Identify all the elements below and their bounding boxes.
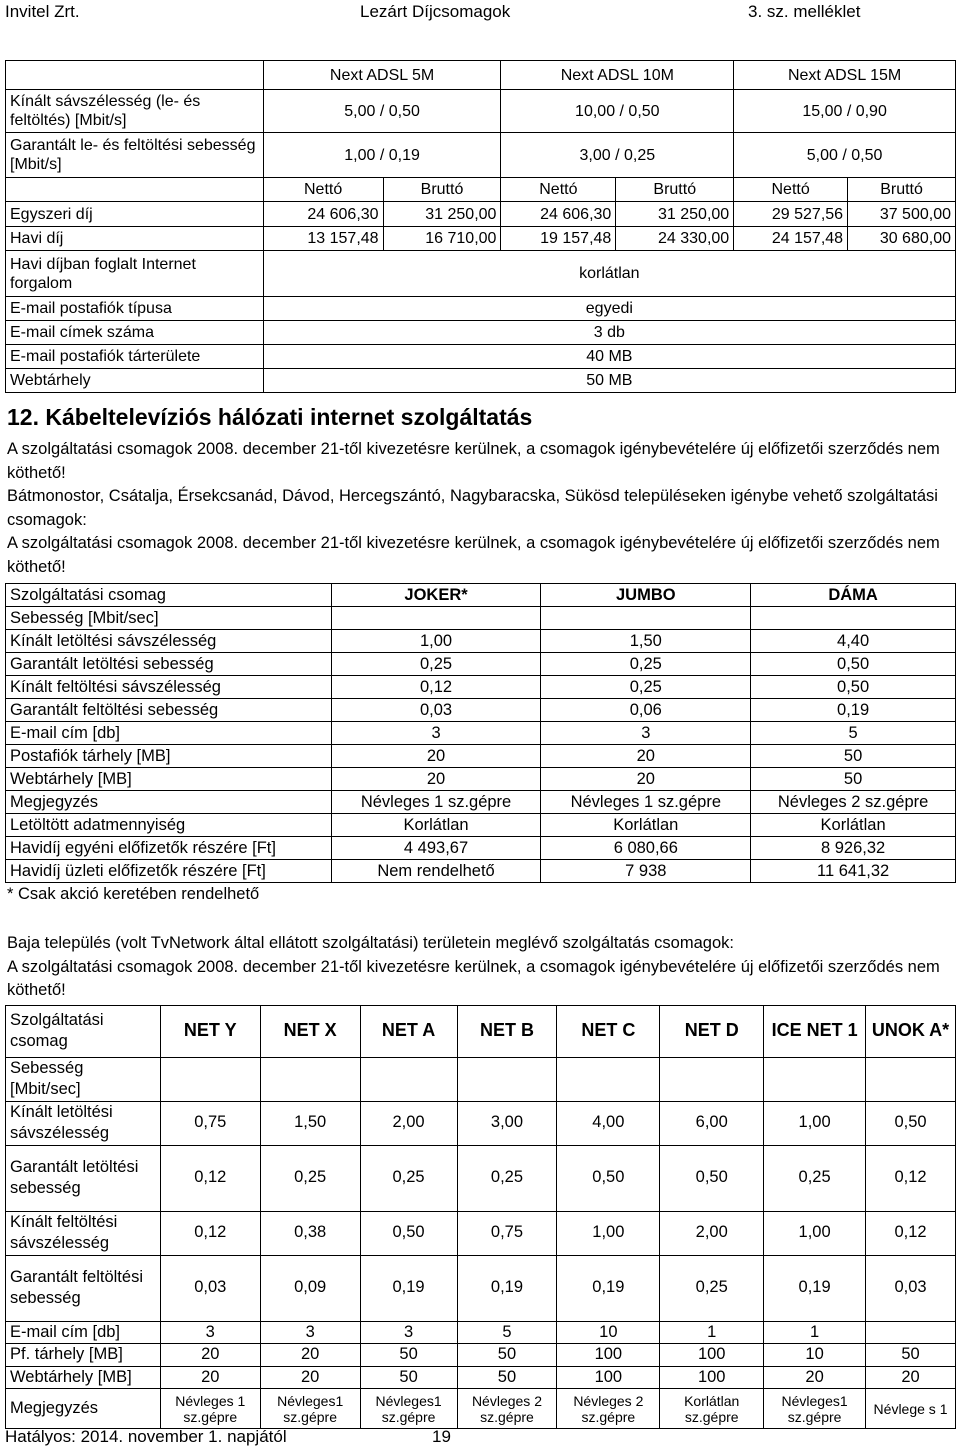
table-cell: Névleges 2 sz.gépre [457,1389,557,1429]
baja-packages-table [5,1005,956,1430]
table-cell: 20 [160,1366,260,1389]
row-label: Garantált letöltési sebesség [6,653,332,676]
table-cell [764,1057,866,1101]
notice-paragraph: A szolgáltatási csomagok 2008. december 21-től kivezetésre kerülnek, a csomagok igénybevételére új előfizetői szerződés nem köthető! [7,957,940,999]
table-cell [866,1321,956,1344]
row-label: E-mail cím [db] [6,1321,161,1344]
table-row: Havi díj 13 157,48 16 710,00 19 157,48 24 330,00 24 157,48 30 680,00 [6,227,956,251]
table-cell: 8 926,32 [751,837,956,860]
table-cell: 50 [751,768,956,791]
table-cell: 0,09 [260,1255,360,1321]
table-cell [331,607,541,630]
table-cell: 0,50 [866,1101,956,1145]
row-label: Webtárhely [6,369,264,393]
table-cell: 1,50 [260,1101,360,1145]
table-cell: 50 [457,1344,557,1367]
table-row [6,1321,956,1344]
table-cell: 20 [764,1366,866,1389]
table-cell: Névleges 1 sz.gépre [541,791,751,814]
table-cell: Korlátlan [541,814,751,837]
table-cell: 0,19 [764,1255,866,1321]
table-row [6,860,956,883]
table-row [6,768,956,791]
table-cell: 20 [331,768,541,791]
table-row [6,837,956,860]
table-cell [541,607,751,630]
table-cell [557,1057,660,1101]
table-row [6,1255,956,1321]
table-cell: 6,00 [660,1101,764,1145]
table-cell: Névleges1 sz.gépre [764,1389,866,1429]
table-cell: 0,12 [866,1211,956,1255]
notice-paragraph: A szolgáltatási csomagok 2008. december 21-től kivezetésre kerülnek, a csomagok igénybevételére új előfizetői szerződés nem köthető! [7,534,940,576]
table-cell: 7 938 [541,860,751,883]
row-label: Webtárhely [MB] [6,768,332,791]
row-label: Garantált feltöltési sebesség [6,1255,161,1321]
row-label: Garantált feltöltési sebesség [6,699,332,722]
notice-paragraph: A szolgáltatási csomagok 2008. december 21-től kivezetésre kerülnek, a csomagok igénybevételére új előfizetői szerződés nem köthető! [7,440,940,482]
table-cell: 20 [541,768,751,791]
table-cell: 3 [360,1321,457,1344]
row-label: Kínált letöltési sávszélesség [6,1101,161,1145]
adsl-table [5,60,956,393]
section-title: 12. Kábeltelevíziós hálózati internet szolgáltatás [7,404,533,430]
row-label: Sebesség [Mbit/sec] [6,1057,161,1101]
row-label: Havidíj egyéni előfizetők részére [Ft] [6,837,332,860]
row-label: Pf. tárhely [MB] [6,1344,161,1367]
table-cell: Névlege s 1 [866,1389,956,1429]
table-cell: Névleges1 sz.gépre [360,1389,457,1429]
table-cell: 0,25 [260,1145,360,1211]
table-row: Garantált le- és feltöltési sebesség [Mbit/s] 1,00 / 0,19 3,00 / 0,25 5,00 / 0,50 [6,133,956,178]
table-cell: 11 641,32 [751,860,956,883]
table-cell: 5 [751,722,956,745]
header-company: Invitel Zrt. [5,2,80,21]
table-cell [457,1057,557,1101]
table-cell: 0,03 [866,1255,956,1321]
table-header-row: Szolgáltatási csomag NET Y NET X NET A NET B NET C NET D ICE NET 1 UNOK A* [6,1005,956,1057]
table-header-row: Szolgáltatási csomag JOKER* JUMBO DÁMA [6,584,956,607]
table-cell: 3 [541,722,751,745]
row-label: E-mail postafiók típusa [6,297,264,321]
table-row [6,814,956,837]
table-cell: 4 493,67 [331,837,541,860]
table-cell [660,1057,764,1101]
table-row [6,791,956,814]
row-label: Webtárhely [MB] [6,1366,161,1389]
table-cell: 0,50 [557,1145,660,1211]
row-label: Kínált feltöltési sávszélesség [6,1211,161,1255]
table-cell: 0,50 [751,676,956,699]
plan-header: Next ADSL 5M [263,61,501,90]
table-cell: 100 [557,1366,660,1389]
table-cell: 20 [260,1344,360,1367]
row-label: Kínált feltöltési sávszélesség [6,676,332,699]
row-label: Postafiók tárhely [MB] [6,745,332,768]
table-cell: 3,00 [457,1101,557,1145]
plan-header: Next ADSL 15M [734,61,956,90]
table-cell: Nem rendelhető [331,860,541,883]
row-label: Havidíj üzleti előfizetők részére [Ft] [6,860,332,883]
row-label: Garantált letöltési sebesség [6,1145,161,1211]
table-cell: 50 [360,1366,457,1389]
table-cell: 0,25 [660,1255,764,1321]
table-row [6,1211,956,1255]
table-cell: 20 [866,1366,956,1389]
table-cell: 0,12 [866,1145,956,1211]
table-row [6,1366,956,1389]
table-cell: 0,25 [541,653,751,676]
table-row [6,699,956,722]
table-row [6,1145,956,1211]
table-cell: 4,00 [557,1101,660,1145]
table-row [6,607,956,630]
table-row [6,722,956,745]
table-cell: 1,00 [331,630,541,653]
table-row [6,61,956,90]
table-row: E-mail postafiók tárterülete 40 MB [6,345,956,369]
table-cell: 0,75 [457,1211,557,1255]
table-cell: Korlátlan sz.gépre [660,1389,764,1429]
table-cell: 0,38 [260,1211,360,1255]
row-label: Havi díjban foglalt Internet forgalom [6,251,264,297]
table-row: Nettó Bruttó Nettó Bruttó Nettó Bruttó [6,178,956,202]
table-cell: 1,00 [764,1211,866,1255]
table-cell: 0,03 [331,699,541,722]
footnote: * Csak akció keretében rendelhető [7,885,260,903]
page-number: 19 [432,1427,451,1446]
row-label: E-mail cím [db] [6,722,332,745]
table-row [6,1344,956,1367]
table-cell: Korlátlan [751,814,956,837]
table-cell: Névleges 2 sz.gépre [557,1389,660,1429]
table-cell: 4,40 [751,630,956,653]
table-row [6,1389,956,1429]
row-label: Egyszeri díj [6,202,264,227]
table-cell: 0,19 [360,1255,457,1321]
table-cell: 10 [557,1321,660,1344]
table-cell: 1 [764,1321,866,1344]
table-cell: 0,19 [751,699,956,722]
table-cell: 0,19 [557,1255,660,1321]
table-cell: 10 [764,1344,866,1367]
table-cell: 100 [557,1344,660,1367]
row-label: Letöltött adatmennyiség [6,814,332,837]
table-row: Havi díjban foglalt Internet forgalom korlátlan [6,251,956,297]
table-row [6,653,956,676]
towns-paragraph: Bátmonostor, Csátalja, Érsekcsanád, Dávod, Hercegszántó, Nagybaracska, Sükösd településeken igénybe vehető szolgáltatási csomagok: [7,487,938,529]
table-cell: 0,25 [764,1145,866,1211]
table-cell: 0,12 [160,1211,260,1255]
table-cell: 20 [541,745,751,768]
table-cell: 6 080,66 [541,837,751,860]
row-label: E-mail postafiók tárterülete [6,345,264,369]
table-cell: 2,00 [360,1101,457,1145]
table-cell: Névleges 1 sz.gépre [331,791,541,814]
table-cell: 50 [751,745,956,768]
table-cell: 0,12 [331,676,541,699]
baja-intro: Baja település (volt TvNetwork által ellátott szolgáltatási) területein meglévő szolgáltatás csomagok: [7,934,734,952]
table-cell: 3 [260,1321,360,1344]
table-cell: 0,25 [541,676,751,699]
table-cell: 0,50 [751,653,956,676]
table-row [6,1101,956,1145]
row-label: Kínált letöltési sávszélesség [6,630,332,653]
table-cell: 3 [331,722,541,745]
table-cell: 0,25 [360,1145,457,1211]
table-cell: 0,06 [541,699,751,722]
table-cell: 100 [660,1344,764,1367]
table-cell: 0,50 [660,1145,764,1211]
row-label: Havi díj [6,227,264,251]
table-cell [751,607,956,630]
table-row [6,676,956,699]
table-row [6,745,956,768]
row-label: Garantált le- és feltöltési sebesség [Mbit/s] [6,133,264,178]
table-cell: 0,25 [331,653,541,676]
row-label: Sebesség [Mbit/sec] [6,607,332,630]
table-cell: 20 [260,1366,360,1389]
table-cell: 1,00 [557,1211,660,1255]
table-cell: 50 [360,1344,457,1367]
footer-validity: Hatályos: 2014. november 1. napjától [5,1427,287,1446]
table-cell: 5 [457,1321,557,1344]
table-cell: 1,50 [541,630,751,653]
table-row: Kínált sávszélesség (le- és feltöltés) [Mbit/s] 5,00 / 0,50 10,00 / 0,50 15,00 / 0,90 [6,90,956,133]
table-cell: 0,12 [160,1145,260,1211]
table-cell: Korlátlan [331,814,541,837]
table-row: E-mail postafiók típusa egyedi [6,297,956,321]
table-cell: 100 [660,1366,764,1389]
table-cell [360,1057,457,1101]
table-cell: Névleges 2 sz.gépre [751,791,956,814]
table-cell: 1,00 [764,1101,866,1145]
table-cell: 2,00 [660,1211,764,1255]
table-cell: 0,50 [360,1211,457,1255]
table-cell: 0,03 [160,1255,260,1321]
table-cell: 20 [160,1344,260,1367]
table-row: E-mail címek száma 3 db [6,321,956,345]
page-body [5,60,956,1429]
table-row [6,630,956,653]
cable-packages-table [5,583,956,883]
row-label: Megjegyzés [6,791,332,814]
table-cell [260,1057,360,1101]
row-label: Megjegyzés [6,1389,161,1429]
table-cell: 3 [160,1321,260,1344]
table-cell: 50 [866,1344,956,1367]
header-title: Lezárt Díjcsomagok [360,2,511,21]
table-cell: 0,25 [457,1145,557,1211]
header-appendix: 3. sz. melléklet [748,2,861,21]
plan-header: Next ADSL 10M [501,61,734,90]
table-cell: Névleges1 sz.gépre [260,1389,360,1429]
row-label: E-mail címek száma [6,321,264,345]
table-cell [160,1057,260,1101]
row-label: Kínált sávszélesség (le- és feltöltés) [Mbit/s] [6,90,264,133]
table-cell: 50 [457,1366,557,1389]
table-cell: 1 [660,1321,764,1344]
table-cell: 0,19 [457,1255,557,1321]
table-cell [866,1057,956,1101]
table-row: Webtárhely 50 MB [6,369,956,393]
table-row [6,1057,956,1101]
table-cell: Névleges 1 sz.gépre [160,1389,260,1429]
table-row: Egyszeri díj 24 606,30 31 250,00 24 606,30 31 250,00 29 527,56 37 500,00 [6,202,956,227]
table-cell: 0,75 [160,1101,260,1145]
table-cell: 20 [331,745,541,768]
